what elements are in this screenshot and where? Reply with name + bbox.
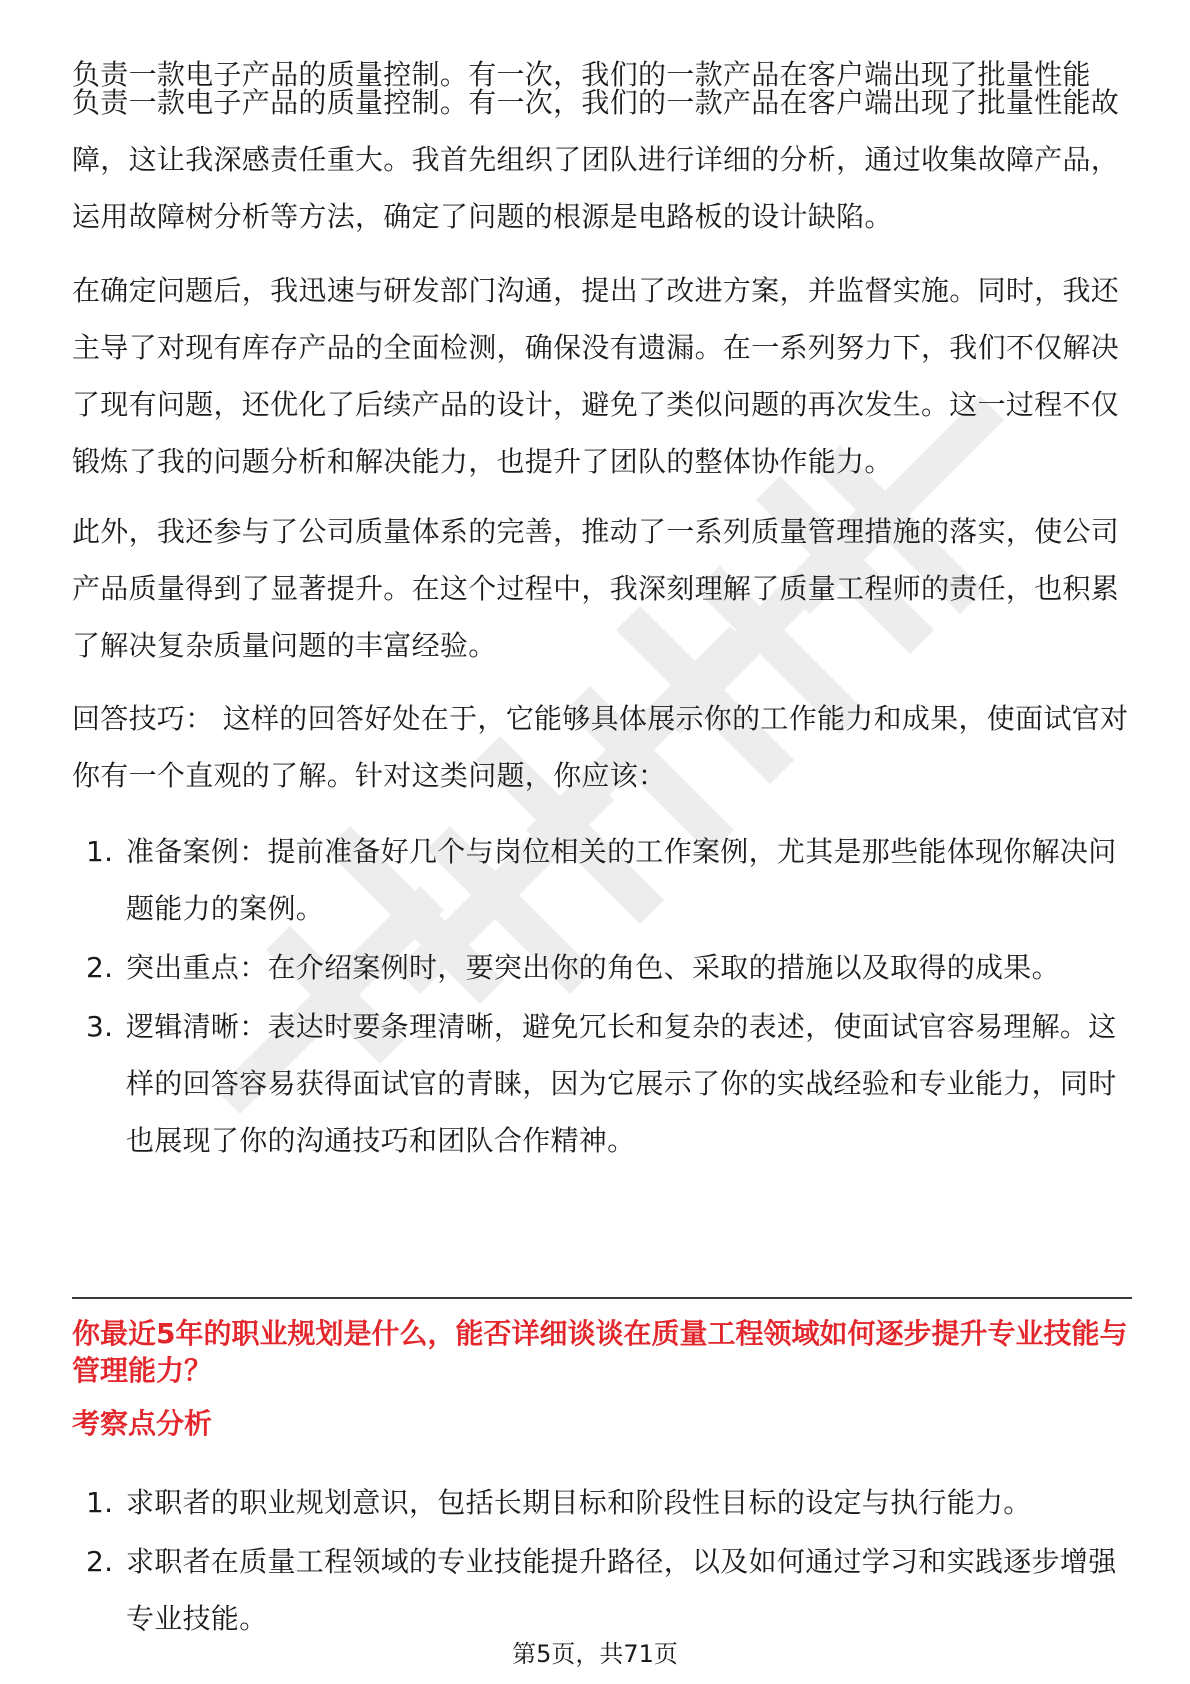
truncated-top-line — [72, 28, 1132, 91]
list-number: 1. — [86, 1486, 114, 1519]
tips-list — [72, 823, 1132, 1169]
analysis-heading: 考察点分析 — [72, 1407, 213, 1440]
list-item-text: 求职者的职业规划意识，包括长期目标和阶段性目标的设定与执行能力。 — [126, 1486, 1032, 1519]
truncated-line-text: 负责一款电子产品的质量控制。有一次，我们的一款产品在客户端出现了批量性能 — [72, 58, 1091, 91]
list-number: 2. — [86, 951, 114, 984]
list-item-text: 求职者在质量工程领域的专业技能提升路径，以及如何通过学习和实践逐步增强专业技能。 — [126, 1545, 1117, 1635]
list-number: 2. — [86, 1545, 114, 1578]
list-item — [72, 823, 1132, 937]
list-item — [72, 1474, 1132, 1531]
list-number: 1. — [86, 835, 114, 868]
list-item — [72, 1533, 1132, 1647]
analysis-list — [72, 1474, 1132, 1647]
list-item-text: 突出重点：在介绍案例时，要突出你的角色、采取的措施以及取得的成果。 — [126, 951, 1060, 984]
list-item-text: 逻辑清晰：表达时要条理清晰，避免冗长和复杂的表述，使面试官容易理解。这样的回答容易获得面试官的青睐，因为它展示了你的实战经验和专业能力，同时也展现了你的沟通技巧和团队合作精神。 — [126, 1010, 1117, 1157]
paragraph-case-story: 负责一款电子产品的质量控制。有一次，我们的一款产品在客户端出现了批量性能故障，这让我深感责任重大。我首先组织了团队进行详细的分析，通过收集故障产品，运用故障树分析等方法，确定了问题的根源是电路板的设计缺陷。 — [72, 86, 1120, 233]
list-number: 3. — [86, 1010, 114, 1043]
list-item — [72, 998, 1132, 1169]
section-divider — [72, 1297, 1132, 1299]
paragraph-answer-tips: 回答技巧： 这样的回答好处在于，它能够具体展示你的工作能力和成果，使面试官对你有一个直观的了解。针对这类问题，你应该： — [72, 702, 1129, 792]
page-footer: 第5页，共71页 — [512, 1640, 678, 1668]
list-item — [72, 939, 1132, 996]
paragraph-system: 此外，我还参与了公司质量体系的完善，推动了一系列质量管理措施的落实，使公司产品质量得到了显著提升。在这个过程中，我深刻理解了质量工程师的责任，也积累了解决复杂质量问题的丰富经验。 — [72, 515, 1120, 662]
question-heading: 你最近5年的职业规划是什么，能否详细谈谈在质量工程领域如何逐步提升专业技能与管理能力？ — [72, 1317, 1128, 1387]
paragraph-solution: 在确定问题后，我迅速与研发部门沟通，提出了改进方案，并监督实施。同时，我还主导了对现有库存产品的全面检测，确保没有遗漏。在一系列努力下，我们不仅解决了现有问题，还优化了后续产品的设计，避免了类似问题的再次发生。这一过程不仅锻炼了我的问题分析和解决能力，也提升了团队的整体协作能力。 — [72, 274, 1120, 478]
list-item-text: 准备案例：提前准备好几个与岗位相关的工作案例，尤其是那些能体现你解决问题能力的案例。 — [126, 835, 1117, 925]
